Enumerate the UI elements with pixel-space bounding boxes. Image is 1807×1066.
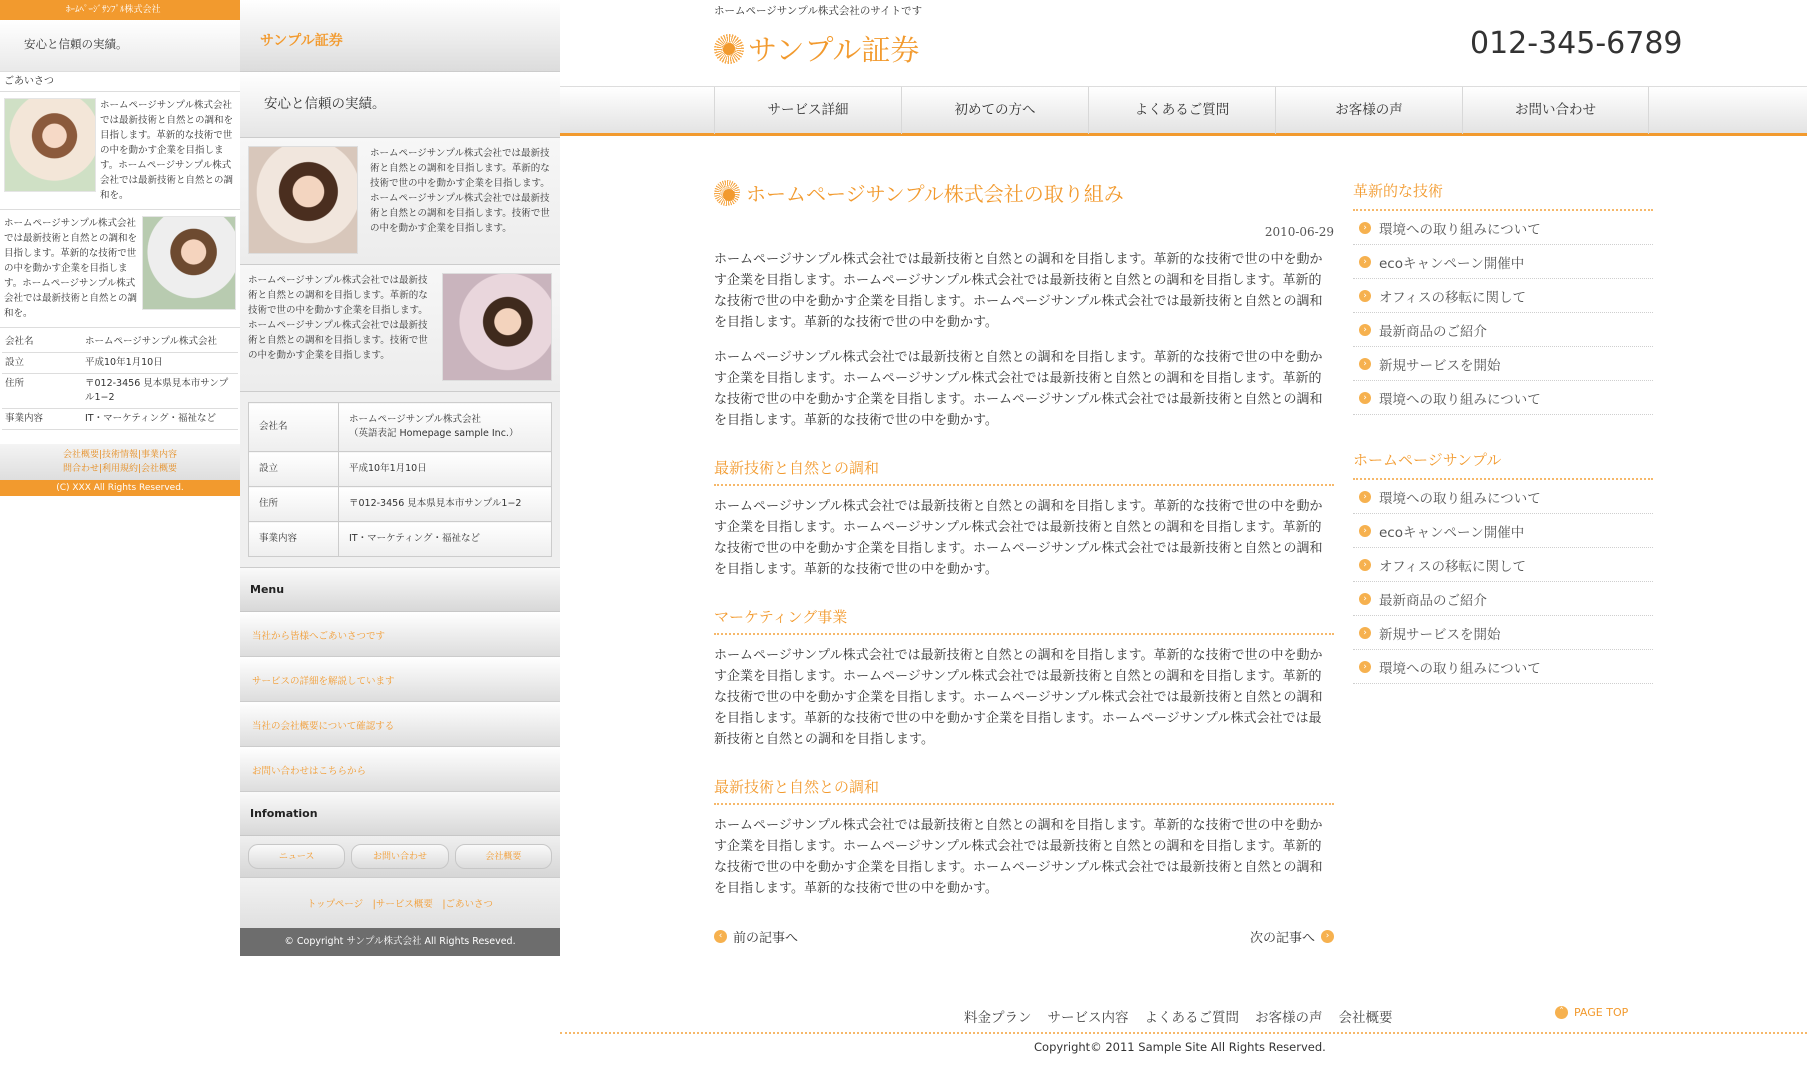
sidebar-heading: ホームページサンプル [1353,449,1653,480]
global-nav-items [714,87,1649,134]
next-article-label: 次の記事へ [1249,931,1315,946]
news-button[interactable]: ニュース [248,844,345,869]
sidebar-item[interactable] [1353,650,1653,684]
table-value: 平成10年1月10日 [82,353,238,374]
tablet-info-heading: Infomation [240,792,560,836]
prev-article-link[interactable] [714,927,798,946]
sidebar-item-label: 環境への取り組みについて [1379,660,1541,677]
footer-nav [964,1006,1393,1026]
mobile-preview [0,0,240,500]
table-value: 平成10年1月10日 [339,452,552,487]
mobile-footer-links-row[interactable]: 問合わせ|利用規約|会社概要 [62,464,178,474]
article-paragraph: ホームページサンプル株式会社では最新技術と自然との調和を目指します。革新的な技術で世の中を動かす企業を目指します。ホームページサンプル株式会社では最新技術と自然との調和を目指します。革新的な技術で世の中を動かす企業を目指します。ホームページサンプル株式会社では最新技術と自然との調和を目指します。革新的な技術で世の中を動かす。 [714,818,1323,896]
sidebar-item[interactable] [1353,245,1653,279]
woman-photo [442,273,552,381]
table-value: IT・マーケティング・福祉など [339,522,552,557]
tablet-menu-item[interactable]: 当社から皆様へごあいさつです [240,612,560,657]
nav-item-voices[interactable]: お客様の声 [1275,87,1462,134]
tablet-menu-heading: Menu [240,568,560,612]
sidebar-item-label: 新規サービスを開始 [1379,357,1501,374]
arrow-right-icon: › [1359,290,1371,302]
sidebar-item[interactable] [1353,548,1653,582]
sidebar-item[interactable] [1353,381,1653,415]
tablet-info-buttons [240,836,560,878]
arrow-right-icon: › [1359,392,1371,404]
nav-item-contact[interactable]: お問い合わせ [1462,87,1649,134]
arrow-left-icon: ‹ [714,930,727,943]
woman-photo [142,216,236,310]
tablet-paragraph: ホームページサンプル株式会社では最新技術と自然との調和を目指します。革新的な技術で世の中を動かす企業を目指します。ホームページサンプル株式会社では最新技術と自然との調和を目指します。技術で世の中を動かす企業を目指します。 [248,275,428,361]
tablet-preview [240,0,560,1014]
table-value: IT・マーケティング・福祉など [82,409,238,430]
footer-link-pricing[interactable]: 料金プラン [964,1010,1032,1026]
footer-link-faq[interactable]: よくあるご質問 [1144,1010,1239,1026]
table-label: 設立 [2,353,82,374]
site-logo-text: サンプル証券 [748,33,920,67]
arrow-right-icon: › [1359,559,1371,571]
sidebar-list [1353,480,1653,684]
article-paragraph: ホームページサンプル株式会社では最新技術と自然との調和を目指します。革新的な技術で世の中を動かす企業を目指します。ホームページサンプル株式会社では最新技術と自然との調和を目指します。革新的な技術で世の中を動かす企業を目指します。ホームページサンプル株式会社では最新技術と自然との調和を目指します。革新的な技術で世の中を動かす。 [714,499,1323,577]
tablet-menu-item[interactable]: お問い合わせはこちらから [240,747,560,792]
page-top-link[interactable] [1555,1006,1628,1019]
table-label: 設立 [249,452,339,487]
footer-link-voices[interactable]: お客様の声 [1255,1010,1323,1026]
site-tagline: ホームページサンプル株式会社のサイトです [714,5,923,17]
sidebar-item-label: 最新商品のご紹介 [1379,592,1487,609]
sun-icon [714,180,740,206]
arrow-right-icon: › [1359,491,1371,503]
tablet-copyright: © Copyright サンプル株式会社 All Rights Reseved. [240,928,560,956]
table-value: 〒012-3456 見本県見本市サンプル1−2 [339,487,552,522]
tablet-company-table [248,402,552,557]
arrow-right-icon: › [1359,256,1371,268]
footer-link-company[interactable]: 会社概要 [1338,1010,1393,1026]
arrow-right-icon: › [1359,627,1371,639]
table-value: 〒012-3456 見本県見本市サンプル1−2 [82,374,238,409]
nav-item-faq[interactable]: よくあるご質問 [1088,87,1275,134]
tablet-hero-text: 安心と信頼の実績。 [240,72,560,138]
mobile-company-table [2,332,238,430]
company-button[interactable]: 会社概要 [455,844,552,869]
woman-photo [248,146,358,254]
main-content [714,178,1334,946]
table-row [249,452,552,487]
sidebar-item[interactable] [1353,616,1653,650]
mobile-copyright: (C) XXX All Rights Reserved. [0,480,240,496]
table-row [249,522,552,557]
section-heading: マーケティング事業 [714,606,1334,635]
sidebar-list [1353,211,1653,415]
post-date: 2010-06-29 [1264,225,1334,239]
mobile-greeting-heading: ごあいさつ [0,72,240,92]
arrow-right-icon: › [1321,930,1334,943]
table-label: 事業内容 [2,409,82,430]
tablet-footer-links[interactable]: トップページ |サービス概要 |ごあいさつ [240,878,560,928]
table-value: ホームページサンプル株式会社 [82,332,238,353]
site-logo[interactable] [714,28,919,69]
global-nav [560,86,1807,136]
mobile-footer-links-row[interactable]: 会社概要|技術情報|事業内容 [62,450,178,460]
tablet-menu-item[interactable]: 当社の会社概要について確認する [240,702,560,747]
mobile-greeting-box [0,92,240,210]
woman-photo [4,98,96,192]
mobile-greeting-box [0,210,240,328]
table-row [2,353,238,374]
section-heading: 最新技術と自然との調和 [714,457,1334,486]
arrow-right-icon: › [1359,593,1371,605]
table-value-line: ホームページサンプル株式会社 [349,414,481,425]
mobile-topbar: ﾎｰﾑﾍﾟｰｼﾞｻﾝﾌﾟﾙ株式会社 [0,0,240,20]
sidebar-item-label: 環境への取り組みについて [1379,391,1541,408]
arrow-right-icon: › [1359,661,1371,673]
desktop-preview [560,0,1807,1066]
sidebar-item-label: 最新商品のご紹介 [1379,323,1487,340]
sidebar-item[interactable] [1353,279,1653,313]
page-top-label: PAGE TOP [1574,1006,1629,1019]
tablet-menu-item[interactable]: サービスの詳細を解説しています [240,657,560,702]
sidebar-item-label: オフィスの移転に関して [1379,558,1527,575]
tablet-company-table-wrap [240,392,560,568]
prev-article-label: 前の記事へ [733,931,799,946]
sidebar-item-label: オフィスの移転に関して [1379,289,1527,306]
sidebar [1353,180,1653,718]
page-title [714,178,1334,207]
table-label: 会社名 [249,403,339,452]
sidebar-item[interactable] [1353,480,1653,514]
tablet-paragraph: ホームページサンプル株式会社では最新技術と自然との調和を目指します。革新的な技術で世の中を動かす企業を目指します。ホームページサンプル株式会社では最新技術と自然との調和を目指します。技術で世の中を動かす企業を目指します。 [370,148,550,234]
footer-link-services[interactable]: サービス内容 [1047,1010,1129,1026]
phone-number: 012-345-6789 [1470,26,1683,61]
arrow-right-icon: › [1359,222,1371,234]
table-row [2,374,238,409]
mobile-footer-links[interactable] [0,444,240,480]
article-paragraph: ホームページサンプル株式会社では最新技術と自然との調和を目指します。革新的な技術で世の中を動かす企業を目指します。ホームページサンプル株式会社では最新技術と自然との調和を目指します。革新的な技術で世の中を動かす企業を目指します。ホームページサンプル株式会社では最新技術と自然との調和を目指します。革新的な技術で世の中を動かす。 [714,350,1323,428]
article-paragraph: ホームページサンプル株式会社では最新技術と自然との調和を目指します。革新的な技術で世の中を動かす企業を目指します。ホームページサンプル株式会社では最新技術と自然との調和を目指します。革新的な技術で世の中を動かす企業を目指します。ホームページサンプル株式会社では最新技術と自然との調和を目指します。革新的な技術で世の中を動かす企業を目指します。ホームページサンプル株式会社では最新技術と自然との調和を目指します。 [714,648,1323,747]
table-row [249,487,552,522]
nav-item-service[interactable]: サービス詳細 [714,87,901,134]
article-paragraph: ホームページサンプル株式会社では最新技術と自然との調和を目指します。革新的な技術で世の中を動かす企業を目指します。ホームページサンプル株式会社では最新技術と自然との調和を目指します。革新的な技術で世の中を動かす企業を目指します。ホームページサンプル株式会社では最新技術と自然との調和を目指します。革新的な技術で世の中を動かす。 [714,252,1323,330]
next-article-link[interactable] [1250,927,1334,946]
article-pager [714,927,1334,946]
footer-copyright: Copyright© 2011 Sample Site All Rights Reserved. [1034,1040,1326,1054]
sidebar-item-label: 環境への取り組みについて [1379,490,1541,507]
tablet-greeting-box [240,265,560,392]
sun-logo-icon [714,34,744,64]
table-label: 会社名 [2,332,82,353]
table-label: 住所 [249,487,339,522]
mobile-paragraph: ホームページサンプル株式会社では最新技術と自然との調和を目指します。革新的な技術で世の中を動かす企業を目指します。ホームページサンプル株式会社では最新技術と自然との調和を。 [100,100,234,201]
footer-divider [560,1032,1807,1034]
sidebar-item[interactable] [1353,313,1653,347]
arrow-up-icon: ˄ [1555,1006,1568,1019]
table-row [249,403,552,452]
table-label: 事業内容 [249,522,339,557]
arrow-right-icon: › [1359,525,1371,537]
table-label: 住所 [2,374,82,409]
section-heading: 最新技術と自然との調和 [714,776,1334,805]
mobile-hero-text: 安心と信頼の実績。 [0,20,240,72]
tablet-logo[interactable]: サンプル証券 [240,0,560,72]
table-row [2,409,238,430]
tablet-greeting-box [240,138,560,265]
nav-item-beginners[interactable]: 初めての方へ [901,87,1088,134]
mobile-paragraph: ホームページサンプル株式会社では最新技術と自然との調和を目指します。革新的な技術で世の中を動かす企業を目指します。ホームページサンプル株式会社では最新技術と自然との調和を。 [4,218,138,319]
table-value [339,403,552,452]
contact-button[interactable]: お問い合わせ [351,844,448,869]
arrow-right-icon: › [1359,324,1371,336]
sidebar-item[interactable] [1353,211,1653,245]
sidebar-item[interactable] [1353,347,1653,381]
page-title-text: ホームページサンプル株式会社の取り組み [746,182,1124,206]
sidebar-heading: 革新的な技術 [1353,180,1653,211]
sidebar-item[interactable] [1353,582,1653,616]
sidebar-item-label: ecoキャンペーン開催中 [1379,524,1525,541]
table-value-line: （英語表記 Homepage sample Inc.） [349,428,519,439]
sidebar-item-label: ecoキャンペーン開催中 [1379,255,1525,272]
sidebar-item-label: 新規サービスを開始 [1379,626,1501,643]
sidebar-item[interactable] [1353,514,1653,548]
arrow-right-icon: › [1359,358,1371,370]
sidebar-item-label: 環境への取り組みについて [1379,221,1541,238]
table-row [2,332,238,353]
